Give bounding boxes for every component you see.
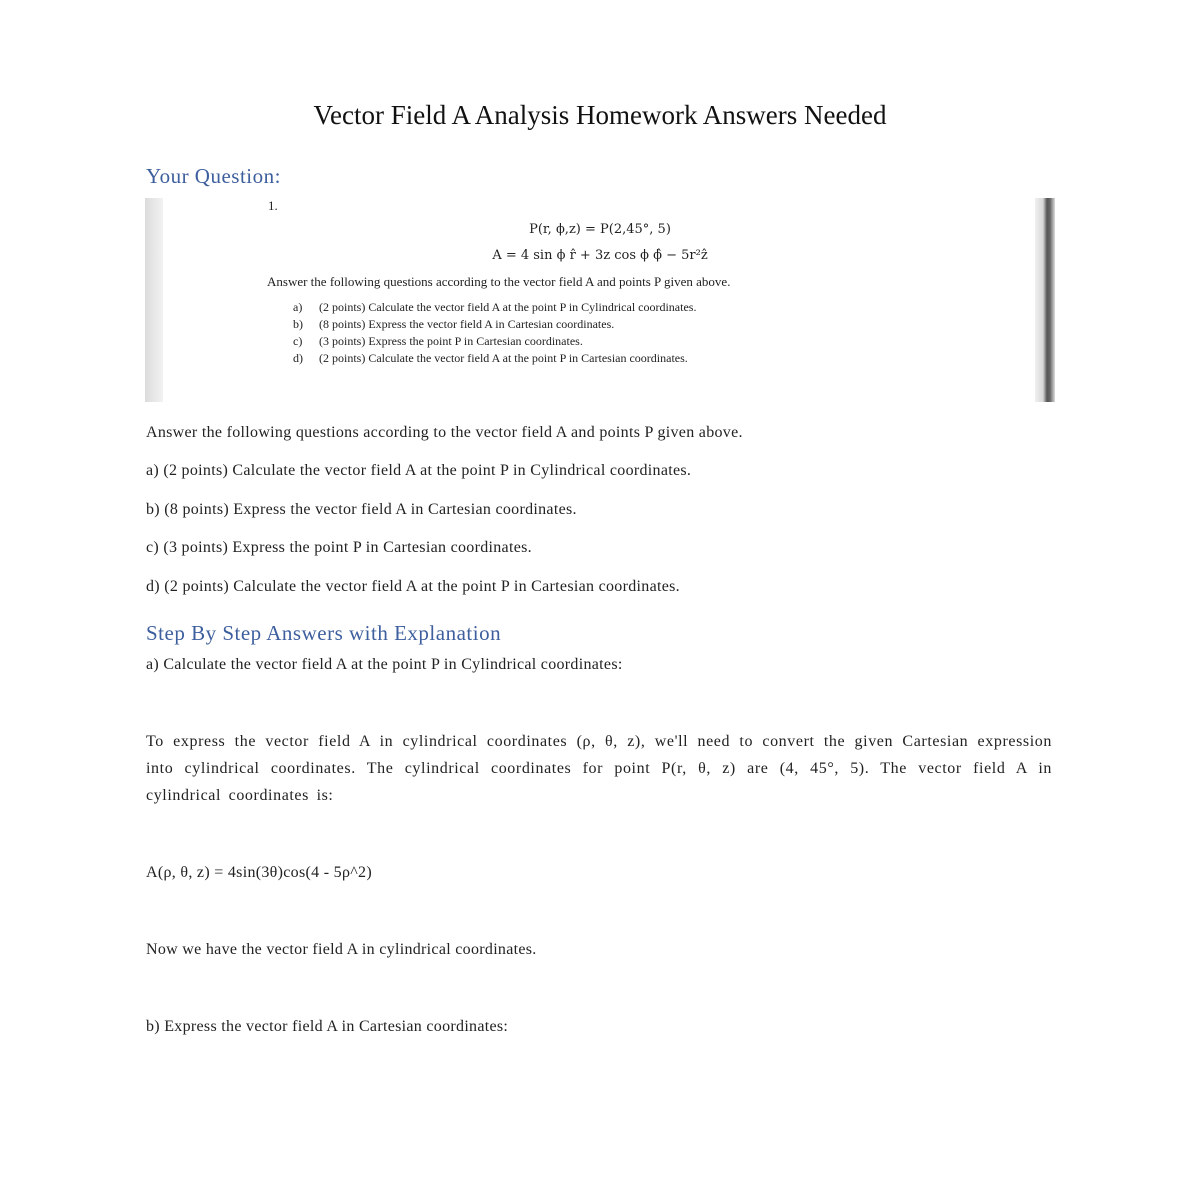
question-item-d: d) (2 points) Calculate the vector field A at the point P in Cartesian coordinates. [146, 578, 680, 595]
question-item-c: c) (3 points) Express the point P in Cartesian coordinates. [146, 539, 532, 556]
question-item-a: a) (2 points) Calculate the vector field A at the point P in Cylindrical coordinates. [146, 462, 692, 479]
part-b-heading: b) Express the vector field A in Cartesian coordinates: [146, 1018, 509, 1035]
part-a-conclusion: Now we have the vector field A in cylindrical coordinates. [146, 941, 537, 958]
image-question-list [293, 299, 696, 367]
question-image [145, 198, 1055, 402]
page-title: Vector Field A Analysis Homework Answers Needed [313, 100, 887, 130]
answers-heading: Step By Step Answers with Explanation [146, 621, 502, 645]
part-a-paragraph: To express the vector field A in cylindrical coordinates (ρ, θ, z), we'll need to convert the given Cartesian expression into cylindrical coordinates. The cylindrical coordinates for point P(r, θ, z) are (4, 45°, 5). The vector field A in cylindrical coordinates is: [146, 733, 1052, 804]
question-intro: Answer the following questions according to the vector field A and points P given above. [146, 424, 743, 441]
image-question-item: b) (8 points) Express the vector field A in Cartesian coordinates. [293, 317, 615, 331]
image-question-item: d) (2 points) Calculate the vector field A at the point P in Cartesian coordinates. [293, 351, 688, 365]
field-equation: A = 4 sin ϕ r̂ + 3z cos ϕ ϕ̂ − 5r²ẑ [492, 248, 708, 263]
image-right-border [1035, 198, 1055, 402]
image-intro-text: Answer the following questions according to the vector field A and points P given above. [267, 274, 731, 289]
image-question-item: a) (2 points) Calculate the vector field A at the point P in Cylindrical coordinates. [293, 300, 697, 314]
question-number: 1. [268, 198, 278, 213]
question-item-b: b) (8 points) Express the vector field A in Cartesian coordinates. [146, 501, 577, 518]
question-heading: Your Question: [146, 164, 281, 188]
part-a-formula: A(ρ, θ, z) = 4sin(3θ)cos(4 - 5ρ^2) [146, 864, 372, 881]
point-equation: P(r, ϕ,z) = P(2,45°, 5) [529, 222, 671, 237]
image-question-item: c) (3 points) Express the point P in Cartesian coordinates. [293, 334, 583, 348]
part-a-heading: a) Calculate the vector field A at the point P in Cylindrical coordinates: [146, 656, 623, 673]
